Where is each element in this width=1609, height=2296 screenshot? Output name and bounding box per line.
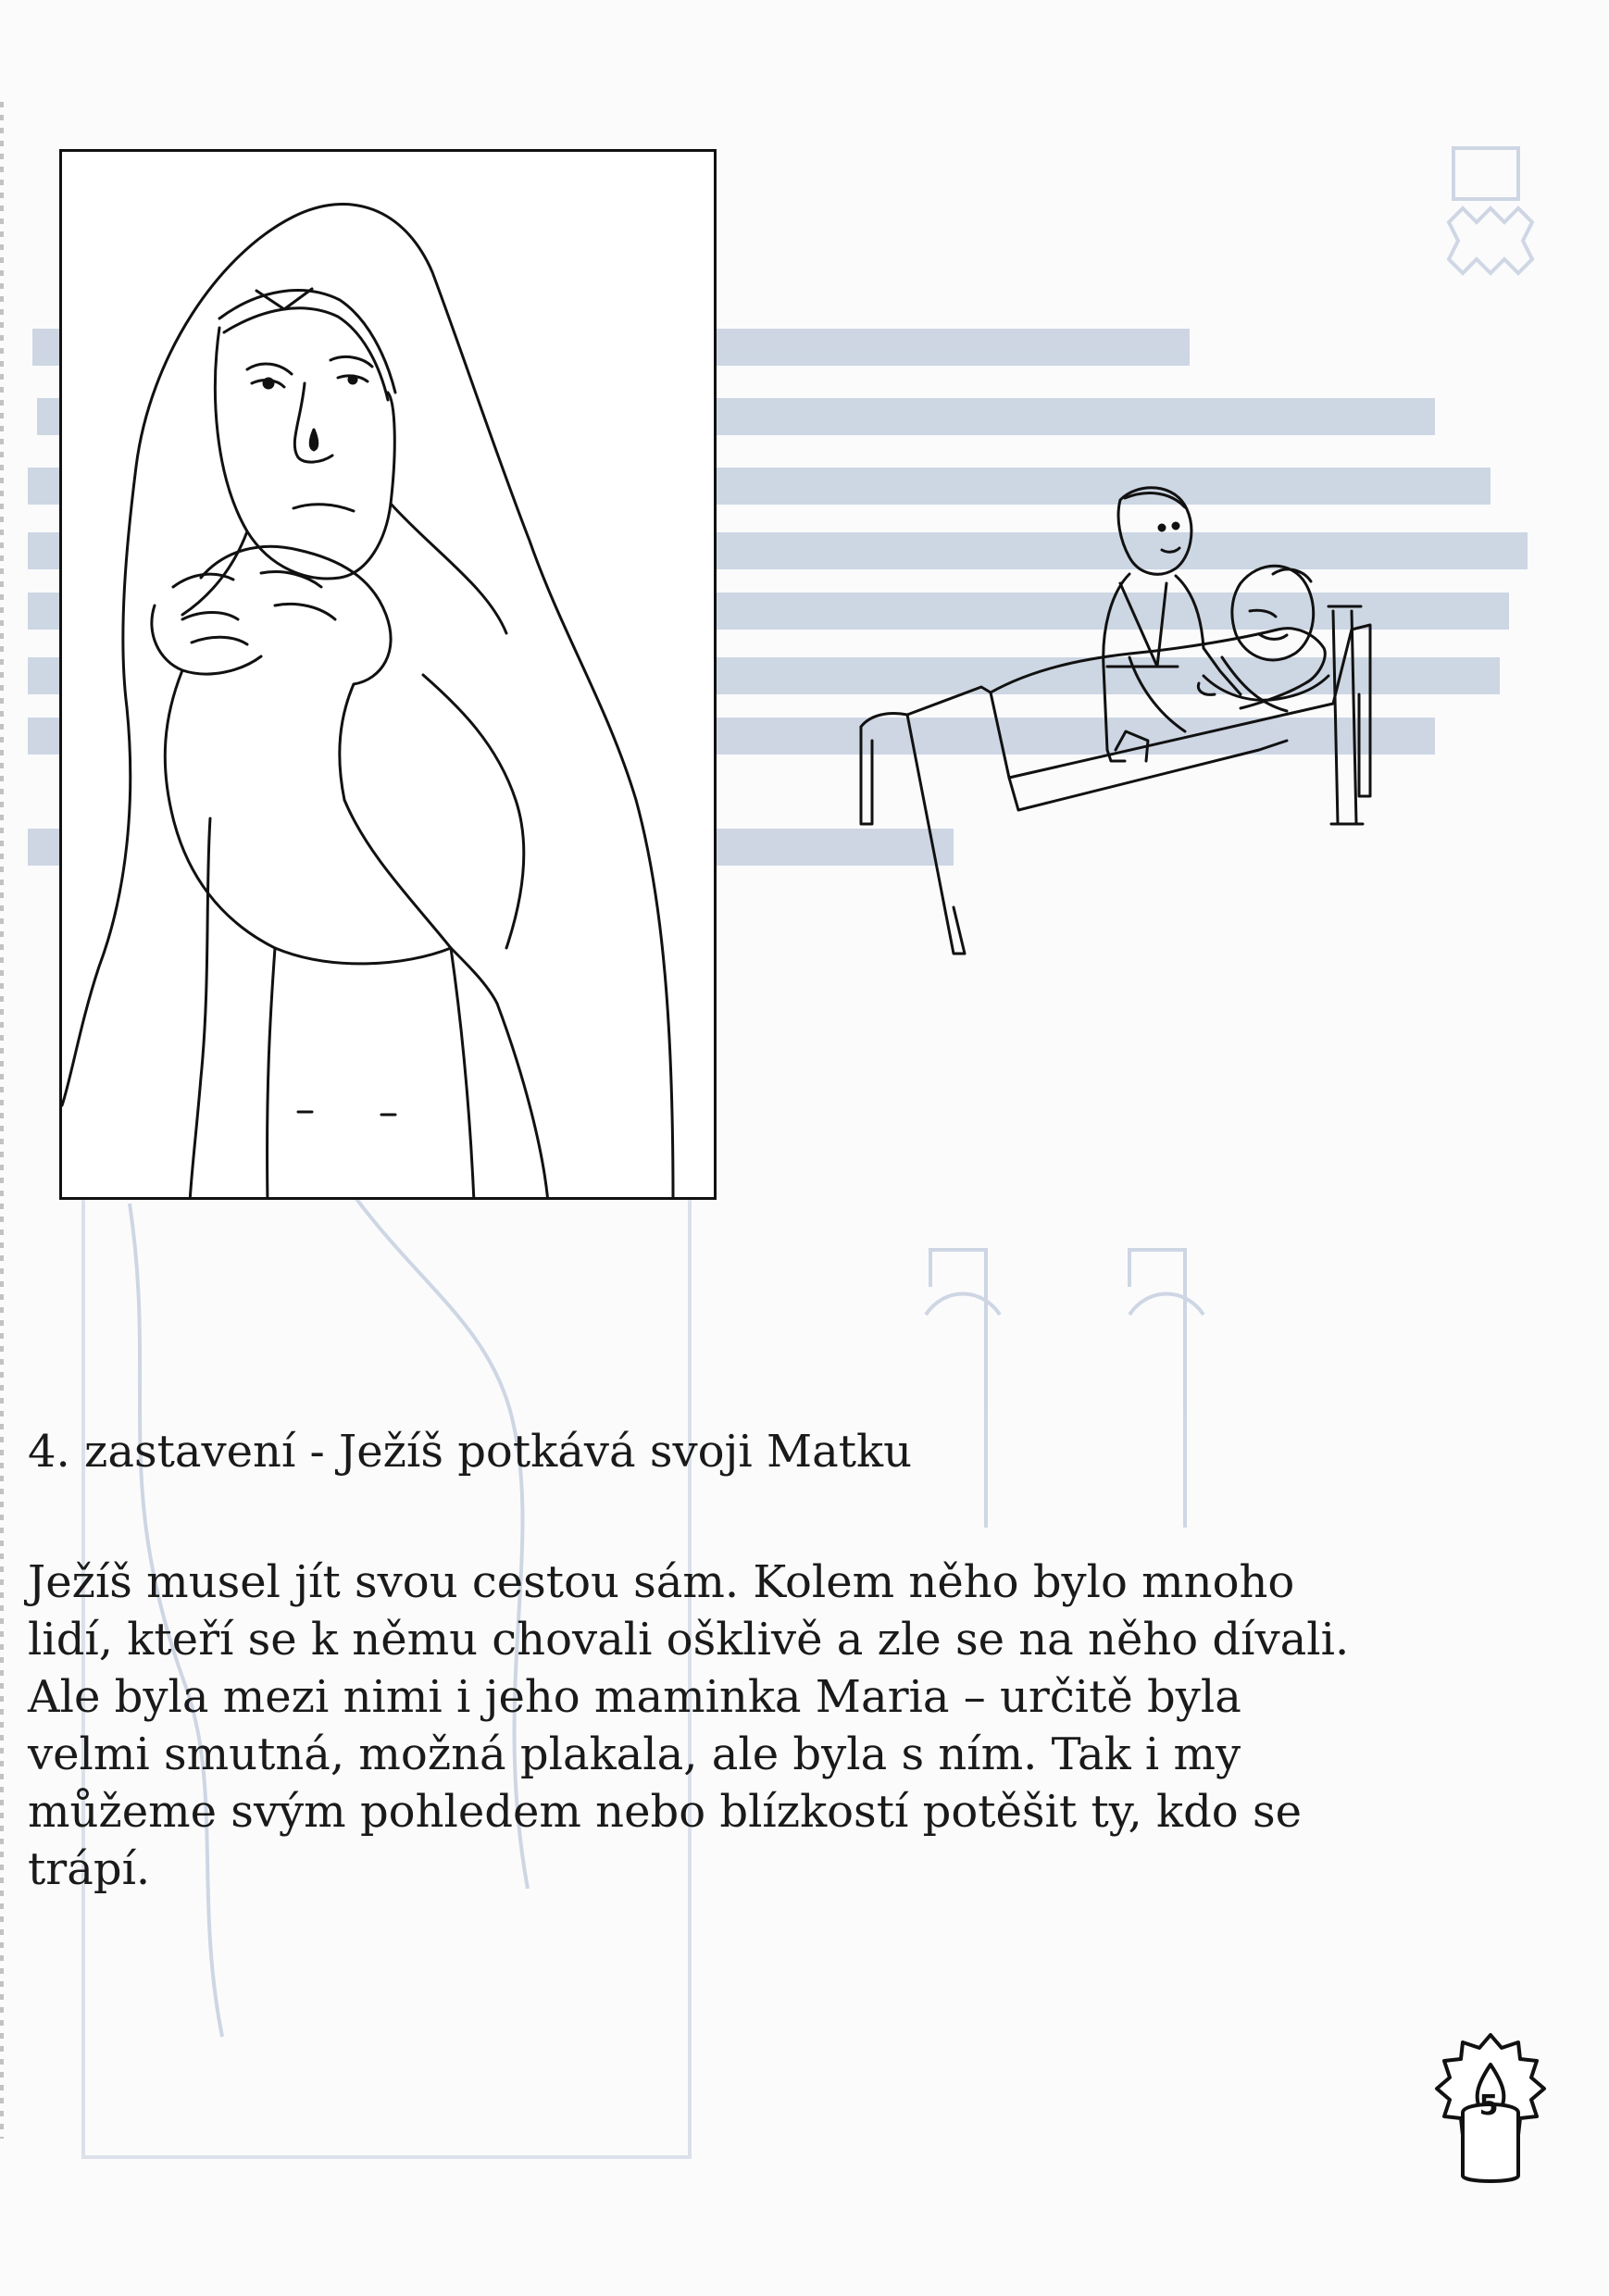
- paragraph-line: lidí, kteří se k němu chovali ošklivě a zle se na něho dívali.: [28, 1614, 1350, 1666]
- bed-illustration: [852, 472, 1426, 972]
- paragraph-line: můžeme svým pohledem nebo blízkostí potěšit ty, kdo se: [28, 1786, 1302, 1838]
- station-paragraph: [28, 1554, 1565, 1898]
- paragraph-line: trápí.: [28, 1843, 151, 1895]
- page-number: 5: [1478, 2090, 1499, 2122]
- mary-illustration: [59, 149, 717, 1200]
- paragraph-line: velmi smutná, možná plakala, ale byla s ním. Tak i my: [28, 1728, 1241, 1780]
- station-title: 4. zastavení - Ježíš potkává svoji Matku: [28, 1426, 913, 1478]
- paragraph-line: Ježíš musel jít svou cestou sám. Kolem něho bylo mnoho: [28, 1556, 1295, 1608]
- paragraph-line: Ale byla mezi nimi i jeho maminka Maria – určitě byla: [28, 1671, 1241, 1723]
